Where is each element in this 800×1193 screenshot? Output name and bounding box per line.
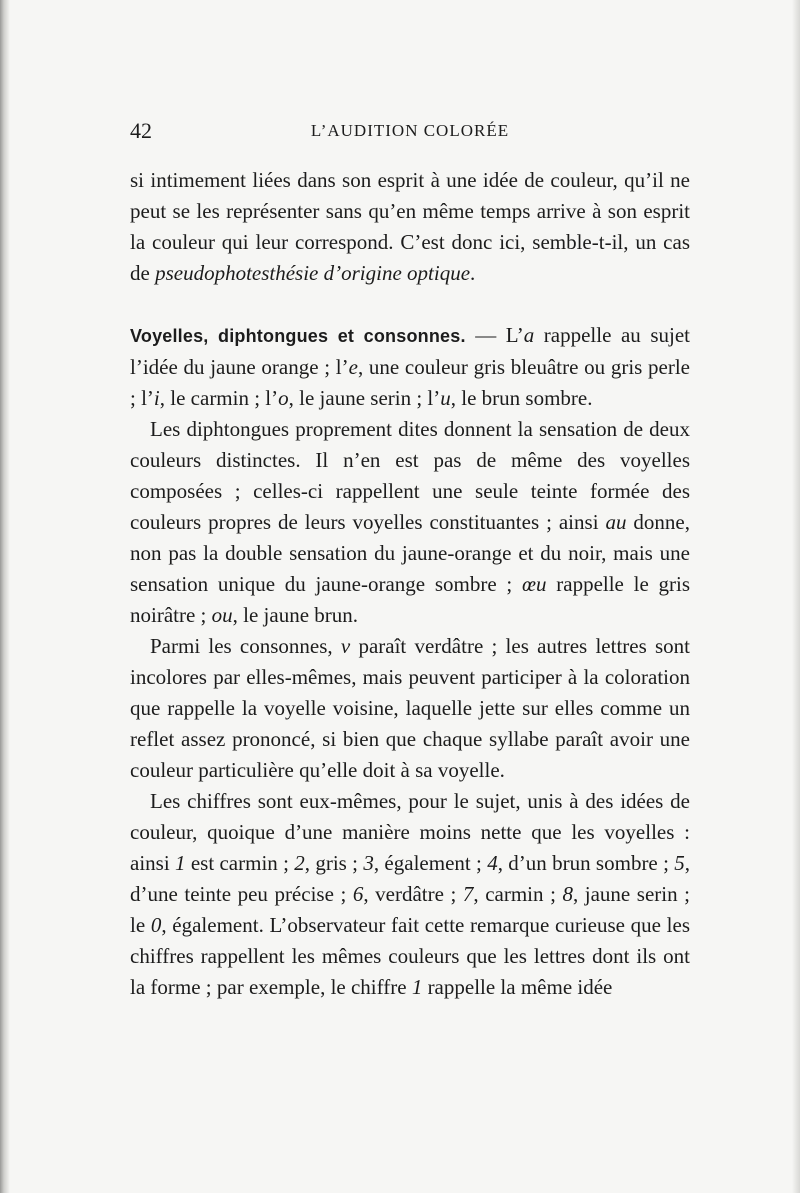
italic-letter: u bbox=[440, 386, 451, 410]
italic-letter: au bbox=[605, 510, 627, 534]
text-span: — L’ bbox=[465, 323, 524, 347]
text-span: , le jaune brun. bbox=[232, 603, 359, 627]
text-span: paraît verdâtre ; les autres lettres sont incolores par elles-mêmes, mais peuvent participer à la coloration que rappelle la voyelle voisine, laquelle jette sur elles comme un reflet assez prononcé, si bien que chaque syllabe paraît avoir une couleur particulière qu’elle doit à sa voyelle. bbox=[130, 634, 690, 782]
text-span: Les diphtongues proprement dites donnent la sensation de deux couleurs distinctes. Il n’en est pas de même des voyelles composées ; celles-ci rappellent une seule teinte formée des couleurs propres de leurs voyelles constituantes ; ainsi bbox=[130, 417, 690, 534]
paragraph-digits bbox=[130, 786, 690, 1003]
italic-letter: e bbox=[348, 355, 358, 379]
italic-letter: a bbox=[523, 323, 535, 347]
paragraph-consonants bbox=[130, 631, 690, 786]
italic-letter: œu bbox=[522, 572, 547, 596]
text-span: , le brun sombre. bbox=[450, 386, 593, 410]
text-span: . bbox=[470, 261, 476, 285]
text-span: si intimement liées dans son esprit à une idée de couleur, qu’il ne peut se les représenter sans qu’en même temps arrive à son esprit la couleur qui leur correspond. C’est donc ici, semble-t-il, un cas de bbox=[130, 168, 690, 285]
text-span: , d’une teinte peu précise ; bbox=[130, 851, 690, 906]
italic-digit: 7 bbox=[462, 882, 474, 906]
italic-digit: 0 bbox=[150, 913, 162, 937]
paragraph-vowels bbox=[130, 320, 690, 414]
text-span: , jaune serin ; le bbox=[130, 882, 691, 937]
italic-digit: 4 bbox=[487, 851, 498, 875]
text-span: , gris ; bbox=[304, 851, 364, 875]
page-left-edge-shadow bbox=[0, 0, 10, 1193]
text-span: rappelle la même idée bbox=[422, 975, 613, 999]
body-text bbox=[130, 165, 690, 1003]
page-right-edge-shadow bbox=[792, 0, 800, 1193]
text-span: , le carmin ; l’ bbox=[159, 386, 279, 410]
italic-letter: i bbox=[153, 386, 160, 410]
text-span: rappelle le gris noirâtre ; bbox=[130, 572, 691, 627]
italic-letter: v bbox=[340, 634, 351, 658]
italic-digit: 8 bbox=[562, 882, 573, 906]
text-span: , également. L’observateur fait cette remarque curieuse que les chiffres rappellent les mêmes couleurs que les lettres dont ils ont la forme ; par exemple, le chiffre bbox=[130, 913, 690, 999]
text-span: , également ; bbox=[373, 851, 488, 875]
text-span: , d’un brun sombre ; bbox=[497, 851, 675, 875]
text-span: Parmi les consonnes, bbox=[150, 634, 341, 658]
italic-letter: ou bbox=[211, 603, 233, 627]
italic-digit: 6 bbox=[352, 882, 364, 906]
page-header bbox=[130, 116, 690, 146]
running-title: L’AUDITION COLORÉE bbox=[310, 121, 510, 140]
italic-digit: 1 bbox=[175, 851, 186, 875]
italic-digit: 2 bbox=[294, 851, 305, 875]
section-heading: Voyelles, diphtongues et consonnes. bbox=[130, 326, 466, 346]
text-span: , verdâtre ; bbox=[363, 882, 463, 906]
italic-digit: 3 bbox=[363, 851, 374, 875]
page-number: 42 bbox=[130, 118, 152, 143]
italic-term: pseudophotesthésie d’origine optique bbox=[155, 261, 471, 285]
italic-digit: 5 bbox=[674, 851, 685, 875]
paragraph-continuation bbox=[130, 165, 690, 289]
text-span: donne, non pas la double sensation du jaune-orange et du noir, mais une sensation unique du jaune-orange sombre ; bbox=[130, 510, 691, 596]
italic-letter: o bbox=[278, 386, 289, 410]
paragraph-diphthongs bbox=[130, 414, 690, 631]
text-span: rappelle au sujet l’idée du jaune orange ; l’ bbox=[130, 323, 690, 379]
text-span: est carmin ; bbox=[185, 851, 295, 875]
text-span: , une couleur gris bleuâtre ou gris perle ; l’ bbox=[130, 355, 691, 410]
text-span: , le jaune serin ; l’ bbox=[288, 386, 441, 410]
text-span: , carmin ; bbox=[473, 882, 563, 906]
text-span: Les chiffres sont eux-mêmes, pour le sujet, unis à des idées de couleur, quoique d’une manière moins nette que les voyelles : ainsi bbox=[130, 789, 690, 875]
italic-digit: 1 bbox=[411, 975, 423, 999]
